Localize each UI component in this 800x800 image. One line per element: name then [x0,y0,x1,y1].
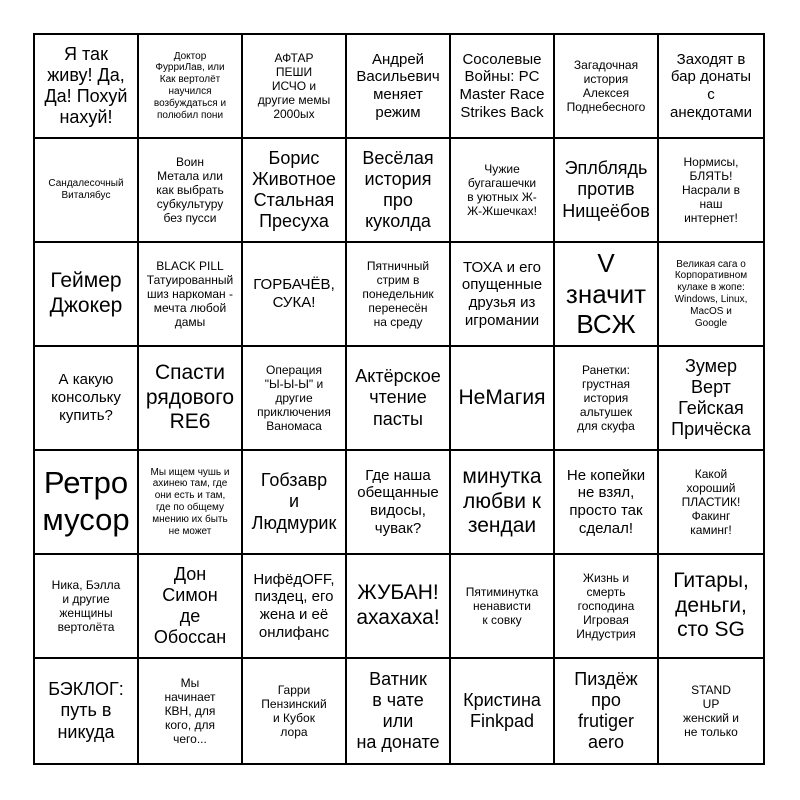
bingo-cell-r6-c1[interactable]: Ника, Бэлла и другие женщины вертолёта [35,555,139,659]
bingo-cell-r5-c2[interactable]: Мы ищем чушь и ахинею там, где они есть и там, где по общему мнению их быть не может [139,451,243,555]
bingo-cell-r3-c7[interactable]: Великая сага о Корпоративном кулаке в жопе: Windows, Linux, MacOS и Google [659,243,763,347]
bingo-cell-r2-c7[interactable]: Нормисы, БЛЯТЬ! Насрали в наш интернет! [659,139,763,243]
bingo-cell-r4-c4[interactable]: Актёрское чтение пасты [347,347,451,451]
bingo-cell-r2-c3[interactable]: Борис Животное Стальная Пресуха [243,139,347,243]
bingo-cell-r6-c3[interactable]: НифёдOFF, пиздец, его жена и её онлифанс [243,555,347,659]
bingo-cell-r3-c1[interactable]: Геймер Джокер [35,243,139,347]
bingo-cell-r4-c6[interactable]: Ранетки: грустная история альтушек для скуфа [555,347,659,451]
bingo-cell-r1-c2[interactable]: Доктор ФурриЛав, или Как вертолёт научился возбуждаться и полюбил пони [139,35,243,139]
bingo-cell-r1-c1[interactable]: Я так живу! Да, Да! Похуй нахуй! [35,35,139,139]
bingo-cell-r7-c5[interactable]: Кристина Finkpad [451,659,555,763]
bingo-cell-r6-c6[interactable]: Жизнь и смерть господина Игровая Индустрия [555,555,659,659]
bingo-cell-r2-c5[interactable]: Чужие бугагашечки в уютных Ж- Ж-Жшечках! [451,139,555,243]
bingo-cell-r1-c7[interactable]: Заходят в бар донаты с анекдотами [659,35,763,139]
bingo-cell-r5-c1[interactable]: Ретро мусор [35,451,139,555]
bingo-cell-r7-c4[interactable]: Ватник в чате или на донате [347,659,451,763]
bingo-cell-r4-c1[interactable]: А какую консольку купить? [35,347,139,451]
bingo-cell-r1-c4[interactable]: Андрей Васильевич меняет режим [347,35,451,139]
bingo-cell-r7-c1[interactable]: БЭКЛОГ: путь в никуда [35,659,139,763]
bingo-cell-r6-c2[interactable]: Дон Симон де Обоссан [139,555,243,659]
bingo-cell-r3-c5[interactable]: ТОХА и его опущенные друзья из игромании [451,243,555,347]
bingo-cell-r5-c7[interactable]: Какой хороший ПЛАСТИК! Факинг каминг! [659,451,763,555]
bingo-cell-r4-c2[interactable]: Спасти рядового RE6 [139,347,243,451]
bingo-cell-r3-c6[interactable]: V значит ВСЖ [555,243,659,347]
bingo-cell-r2-c6[interactable]: Эплблядь против Нищеёбов [555,139,659,243]
bingo-cell-r7-c2[interactable]: Мы начинает КВН, для кого, для чего... [139,659,243,763]
bingo-cell-r1-c6[interactable]: Загадочная история Алексея Поднебесного [555,35,659,139]
bingo-cell-r7-c6[interactable]: Пиздёж про frutiger aero [555,659,659,763]
bingo-cell-r2-c4[interactable]: Весёлая история про куколда [347,139,451,243]
bingo-cell-r3-c3[interactable]: ГОРБАЧЁВ, СУКА! [243,243,347,347]
bingo-cell-r5-c5[interactable]: минутка любви к зендаи [451,451,555,555]
bingo-cell-r2-c1[interactable]: Сандалесочный Виталябус [35,139,139,243]
bingo-cell-r5-c3[interactable]: Гобзавр и Людмурик [243,451,347,555]
bingo-cell-r6-c7[interactable]: Гитары, деньги, сто SG [659,555,763,659]
bingo-cell-r4-c3[interactable]: Операция "Ы-Ы-Ы" и другие приключения Ваномаса [243,347,347,451]
bingo-cell-r6-c5[interactable]: Пятиминутка ненависти к совку [451,555,555,659]
bingo-board [33,33,765,765]
bingo-cell-r6-c4[interactable]: ЖУБАН! ахахаха! [347,555,451,659]
bingo-cell-r5-c4[interactable]: Где наша обещанные видосы, чувак? [347,451,451,555]
bingo-cell-r7-c7[interactable]: STAND UP женский и не только [682,682,740,740]
bingo-cell-r2-c2[interactable]: Воин Метала или как выбрать субкультуру без пусси [139,139,243,243]
bingo-cell-r4-c5[interactable]: НеМагия [451,347,555,451]
bingo-cell-r4-c7[interactable]: Зумер Верт Гейская Причёска [659,347,763,451]
bingo-cell-r1-c5[interactable]: Сосолевые Войны: PC Master Race Strikes Back [451,35,555,139]
bingo-cell-r5-c6[interactable]: Не копейки не взял, просто так сделал! [555,451,659,555]
bingo-cell-r7-c3[interactable]: Гарри Пензинский и Кубок лора [243,659,347,763]
bingo-cell-r3-c2[interactable]: BLACK PILL Татуированный шиз наркоман - мечта любой дамы [139,243,243,347]
bingo-cell-r1-c3[interactable]: АФТАР ПЕШИ ИСЧО и другие мемы 2000ых [243,35,347,139]
bingo-cell-r3-c4[interactable]: Пятничный стрим в понедельник перенесён на среду [347,243,451,347]
